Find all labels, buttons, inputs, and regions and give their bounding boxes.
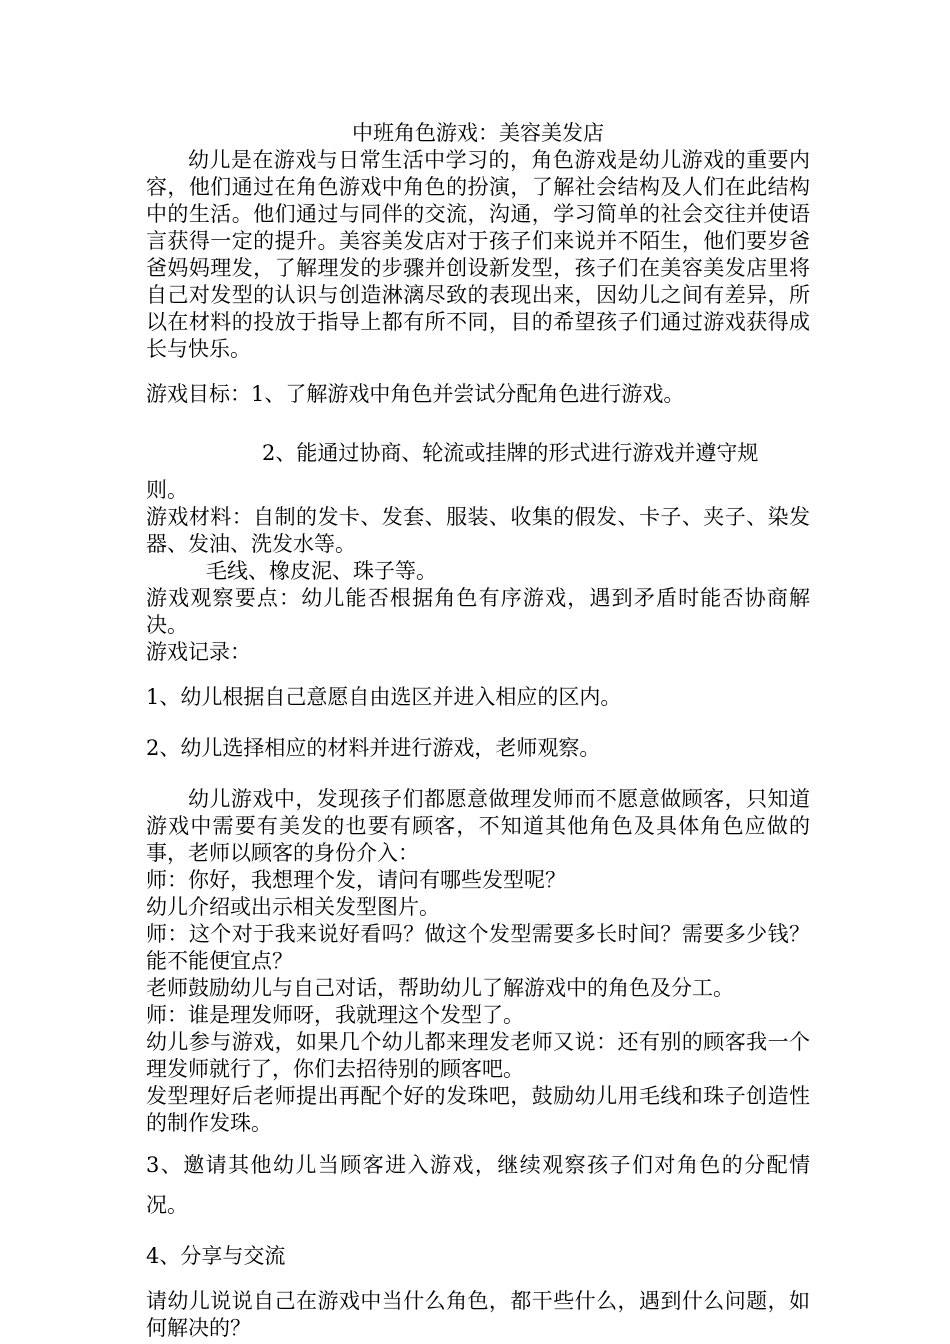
step-1: 1、幼儿根据自己意愿自由选区并进入相应的区内。 [146, 685, 622, 709]
step-2-description: 幼儿游戏中，发现孩子们都愿意做理发师而不愿意做顾客，只知道游戏中需要有美发的也要有顾客，不知道其他角色及具体角色应做的事，老师以顾客的身份介入： [146, 787, 810, 865]
intro-paragraph: 幼儿是在游戏与日常生活中学习的，角色游戏是幼儿游戏的重要内容，他们通过在角色游戏中角色的扮演，了解社会结构及人们在此结构中的生活。他们通过与同伴的交流，沟通，学习简单的社会交往并使语言获得一定的提升。美容美发店对于孩子们来说并不陌生，他们要岁爸爸妈妈理发，了解理发的步骤并创设新发型，孩子们在美容美发店里将自己对发型的认识与创造淋漓尽致的表现出来，因幼儿之间有差异，所以在材料的投放于指导上都有所不同，目的希望孩子们通过游戏获得成长与快乐。 [146, 148, 810, 361]
goal-2: 2、能通过协商、轮流或挂牌的形式进行游戏并遵守规 [262, 441, 759, 465]
document-title: 中班角色游戏：美容美发店 [352, 121, 604, 145]
dialogue-line-1: 师：你好，我想理个发，请问有哪些发型呢？ [146, 868, 566, 892]
step-3: 3、邀请其他幼儿当顾客进入游戏，继续观察孩子们对角色的分配情况。 [146, 1153, 810, 1217]
dialogue-line-5: 师：谁是理发师呀，我就理这个发型了。 [146, 1003, 524, 1027]
goal-1: 游戏目标：1、了解游戏中角色并尝试分配角色进行游戏。 [146, 382, 685, 406]
goal-2-continued: 则。 [146, 478, 188, 502]
document-page [146, 120, 810, 1342]
observation-points: 游戏观察要点：幼儿能否根据角色有序游戏，遇到矛盾时能否协商解决。 [146, 586, 810, 637]
dialogue-line-2: 幼儿介绍或出示相关发型图片。 [146, 895, 440, 919]
materials-2: 毛线、橡皮泥、珠子等。 [206, 559, 437, 583]
materials-1: 游戏材料：自制的发卡、发套、服装、收集的假发、卡子、夹子、染发器、发油、洗发水等。 [146, 505, 810, 556]
step-4-description: 请幼儿说说自己在游戏中当什么角色，都干些什么，遇到什么问题，如何解决的？ [146, 1289, 810, 1340]
dialogue-line-6: 幼儿参与游戏，如果几个幼儿都来理发老师又说：还有别的顾客我一个理发师就行了，你们去招待别的顾客吧。 [146, 1030, 810, 1081]
record-heading: 游戏记录： [146, 640, 251, 664]
step-2: 2、幼儿选择相应的材料并进行游戏，老师观察。 [146, 736, 601, 760]
dialogue-line-3: 师：这个对于我来说好看吗？做这个发型需要多长时间？需要多少钱？能不能便宜点？ [146, 922, 810, 973]
step-4: 4、分享与交流 [146, 1244, 286, 1268]
dialogue-line-7: 发型理好后老师提出再配个好的发珠吧，鼓励幼儿用毛线和珠子创造性的制作发珠。 [146, 1084, 810, 1135]
dialogue-line-4: 老师鼓励幼儿与自己对话，帮助幼儿了解游戏中的角色及分工。 [146, 976, 734, 1000]
